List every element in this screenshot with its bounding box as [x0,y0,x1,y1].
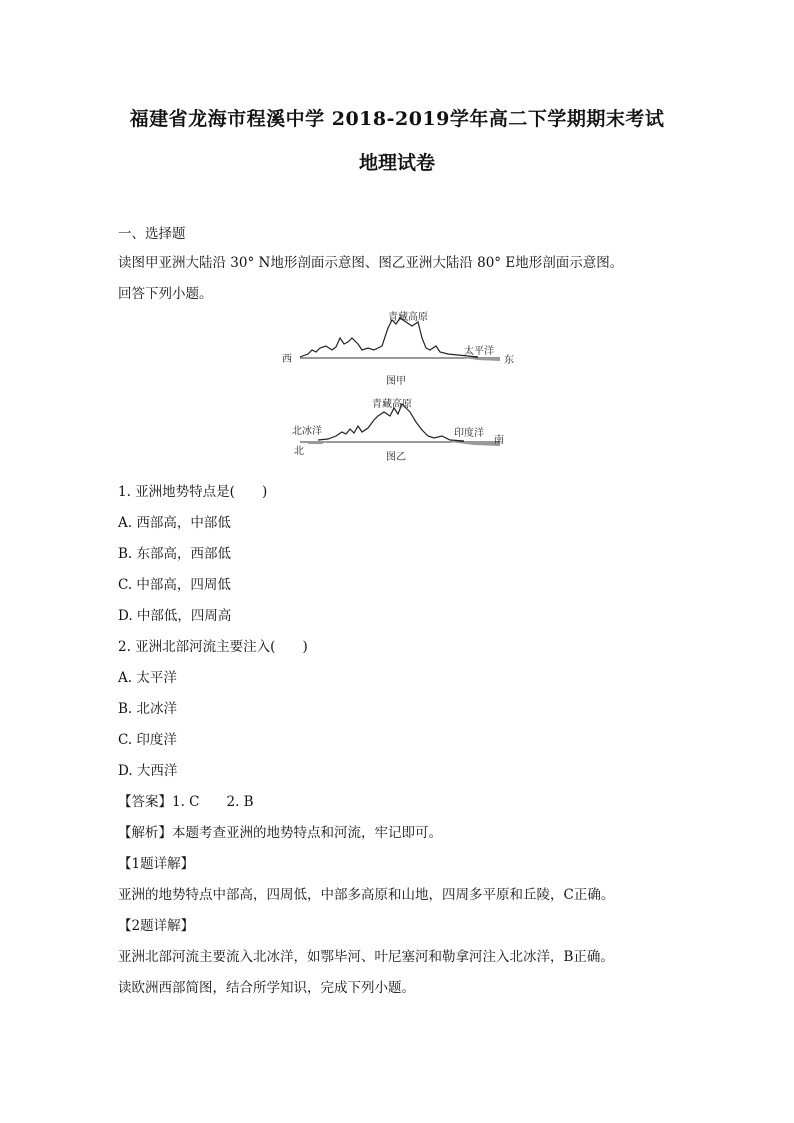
profile-yi-arctic-label: 北冰洋 [292,426,322,437]
detail-2-text: 亚洲北部河流主要流入北冰洋，如鄂毕河、叶尼塞河和勒拿河注入北冰洋，B正确。 [118,949,614,965]
terrain-profile-svg [278,308,518,468]
question-1-option-a: A. 西部高，中部低 [118,515,231,531]
profile-jia-caption: 图甲 [386,376,406,387]
profile-jia-west-label: 西 [282,354,292,365]
detail-1-heading: 【1题详解】 [118,856,195,872]
terrain-profile-figure [278,308,518,468]
profile-yi-caption: 图乙 [386,452,406,463]
question-1-option-c: C. 中部高，四周低 [118,577,231,593]
document-title: 福建省龙海市程溪中学 2018-2019学年高二下学期期末考试 [129,108,665,130]
profile-yi-south-label: 南 [494,435,504,446]
question-1-option-b: B. 东部高，西部低 [118,546,232,562]
question-2-stem: 2. 亚洲北部河流主要注入( ) [118,639,308,655]
answer-line: 【答案】1. C 2. B [118,794,254,810]
profile-jia-ocean [464,358,500,361]
profile-jia-ocean-label: 太平洋 [464,346,494,357]
detail-1-text: 亚洲的地势特点中部高，四周低，中部多高原和山地，四周多平原和丘陵，C正确。 [118,887,615,903]
profile-jia [282,310,514,387]
document-subtitle: 地理试卷 [358,152,435,174]
next-section-intro: 读欧洲西部简图，结合所学知识，完成下列小题。 [118,980,415,996]
question-2-option-d: D. 大西洋 [118,763,178,779]
profile-yi-arctic-ocean [308,442,326,444]
profile-jia-terrain [300,318,478,357]
profile-jia-peak-label: 青藏高原 [388,312,428,323]
profile-yi [292,397,504,463]
profile-yi-peak-label: 青藏高原 [372,399,412,410]
profile-yi-indian-ocean [450,442,500,446]
question-2-option-c: C. 印度洋 [118,732,177,748]
intro-line-1: 读图甲亚洲大陆沿 30° N地形剖面示意图、图乙亚洲大陆沿 80° E地形剖面示意图。 [118,255,624,271]
question-1-stem: 1. 亚洲地势特点是( ) [118,484,268,500]
section-heading: 一、选择题 [118,226,186,242]
question-2-option-b: B. 北冰洋 [118,701,178,717]
analysis-line: 【解析】本题考查亚洲的地势特点和河流，牢记即可。 [118,825,442,841]
question-1-option-d: D. 中部低，四周高 [118,608,232,624]
profile-yi-north-label: 北 [294,446,304,457]
detail-2-heading: 【2题详解】 [118,918,195,934]
intro-line-2: 回答下列小题。 [118,286,213,302]
question-2-option-a: A. 太平洋 [118,670,177,686]
profile-jia-east-label: 东 [504,355,514,366]
profile-yi-indian-label: 印度洋 [454,428,484,439]
